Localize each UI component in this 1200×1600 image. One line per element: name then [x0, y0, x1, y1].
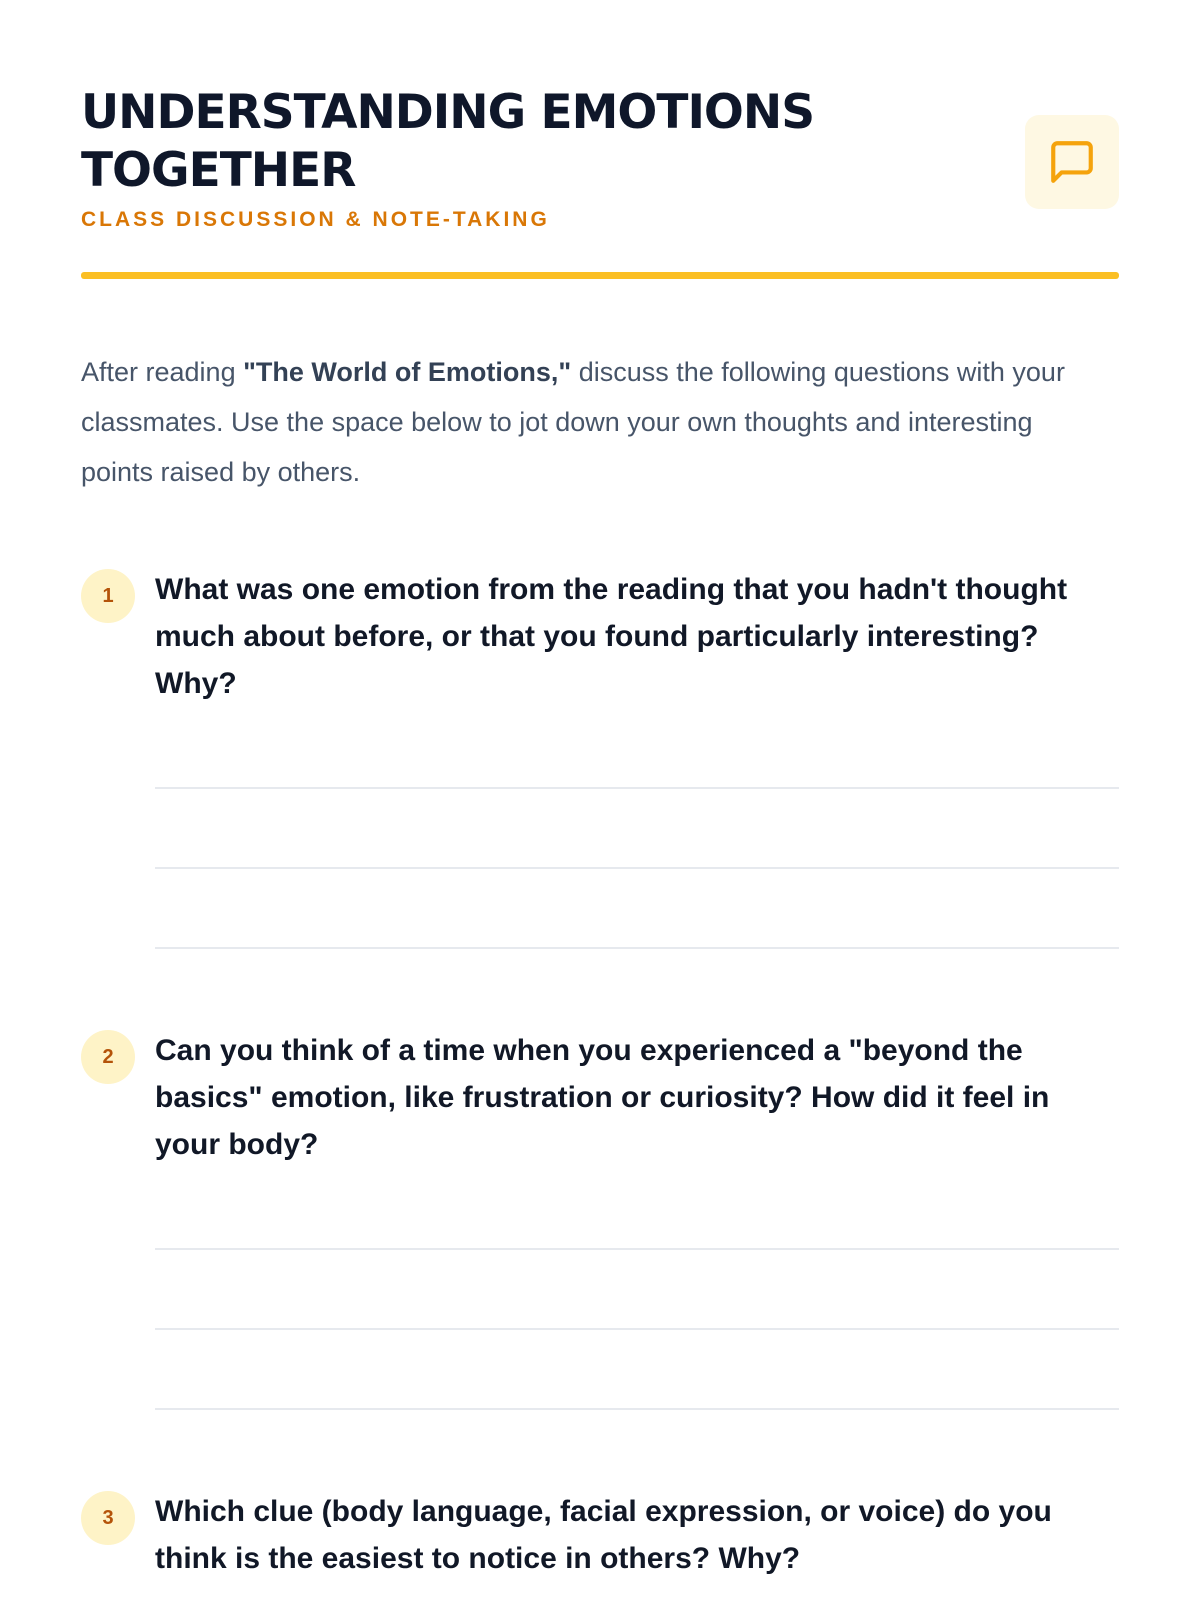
- answer-lines[interactable]: [155, 709, 1119, 949]
- reading-title: "The World of Emotions,": [243, 357, 572, 387]
- question-3: [81, 1487, 1119, 1582]
- page-title: UNDERSTANDING EMOTIONS TOGETHER: [81, 85, 815, 198]
- question-2: [81, 1026, 1119, 1410]
- intro-suffix: discuss the following questions with your classmates. Use the space below to jot down your own thoughts and interesting points raised by others.: [81, 357, 1065, 487]
- answer-line[interactable]: [155, 709, 1119, 789]
- question-number-badge: 2: [81, 1030, 135, 1084]
- answer-line[interactable]: [155, 869, 1119, 949]
- question-1: [81, 565, 1119, 949]
- answer-line[interactable]: [155, 1250, 1119, 1330]
- intro-prefix: After reading: [81, 357, 244, 387]
- question-number-badge: 3: [81, 1491, 135, 1545]
- header: [81, 84, 1119, 232]
- question-text: Which clue (body language, facial expression, or voice) do you think is the easiest to notice in others? Why?: [155, 1495, 1052, 1575]
- answer-line[interactable]: [155, 1330, 1119, 1410]
- question-text: What was one emotion from the reading that you hadn't thought much about before, or that you found particularly interesting? Why?: [155, 573, 1068, 700]
- question-number-badge: 1: [81, 569, 135, 623]
- answer-line[interactable]: [155, 789, 1119, 869]
- header-divider: [81, 272, 1119, 279]
- page-subtitle: CLASS DISCUSSION & NOTE-TAKING: [81, 208, 550, 231]
- discussion-button[interactable]: [1025, 115, 1119, 209]
- answer-lines[interactable]: [155, 1170, 1119, 1410]
- intro-paragraph: [81, 347, 1101, 497]
- question-text: Can you think of a time when you experienced a "beyond the basics" emotion, like frustration or curiosity? How did it feel in your body?: [155, 1034, 1050, 1161]
- answer-line[interactable]: [155, 1170, 1119, 1250]
- chat-bubble-icon: [1047, 137, 1097, 187]
